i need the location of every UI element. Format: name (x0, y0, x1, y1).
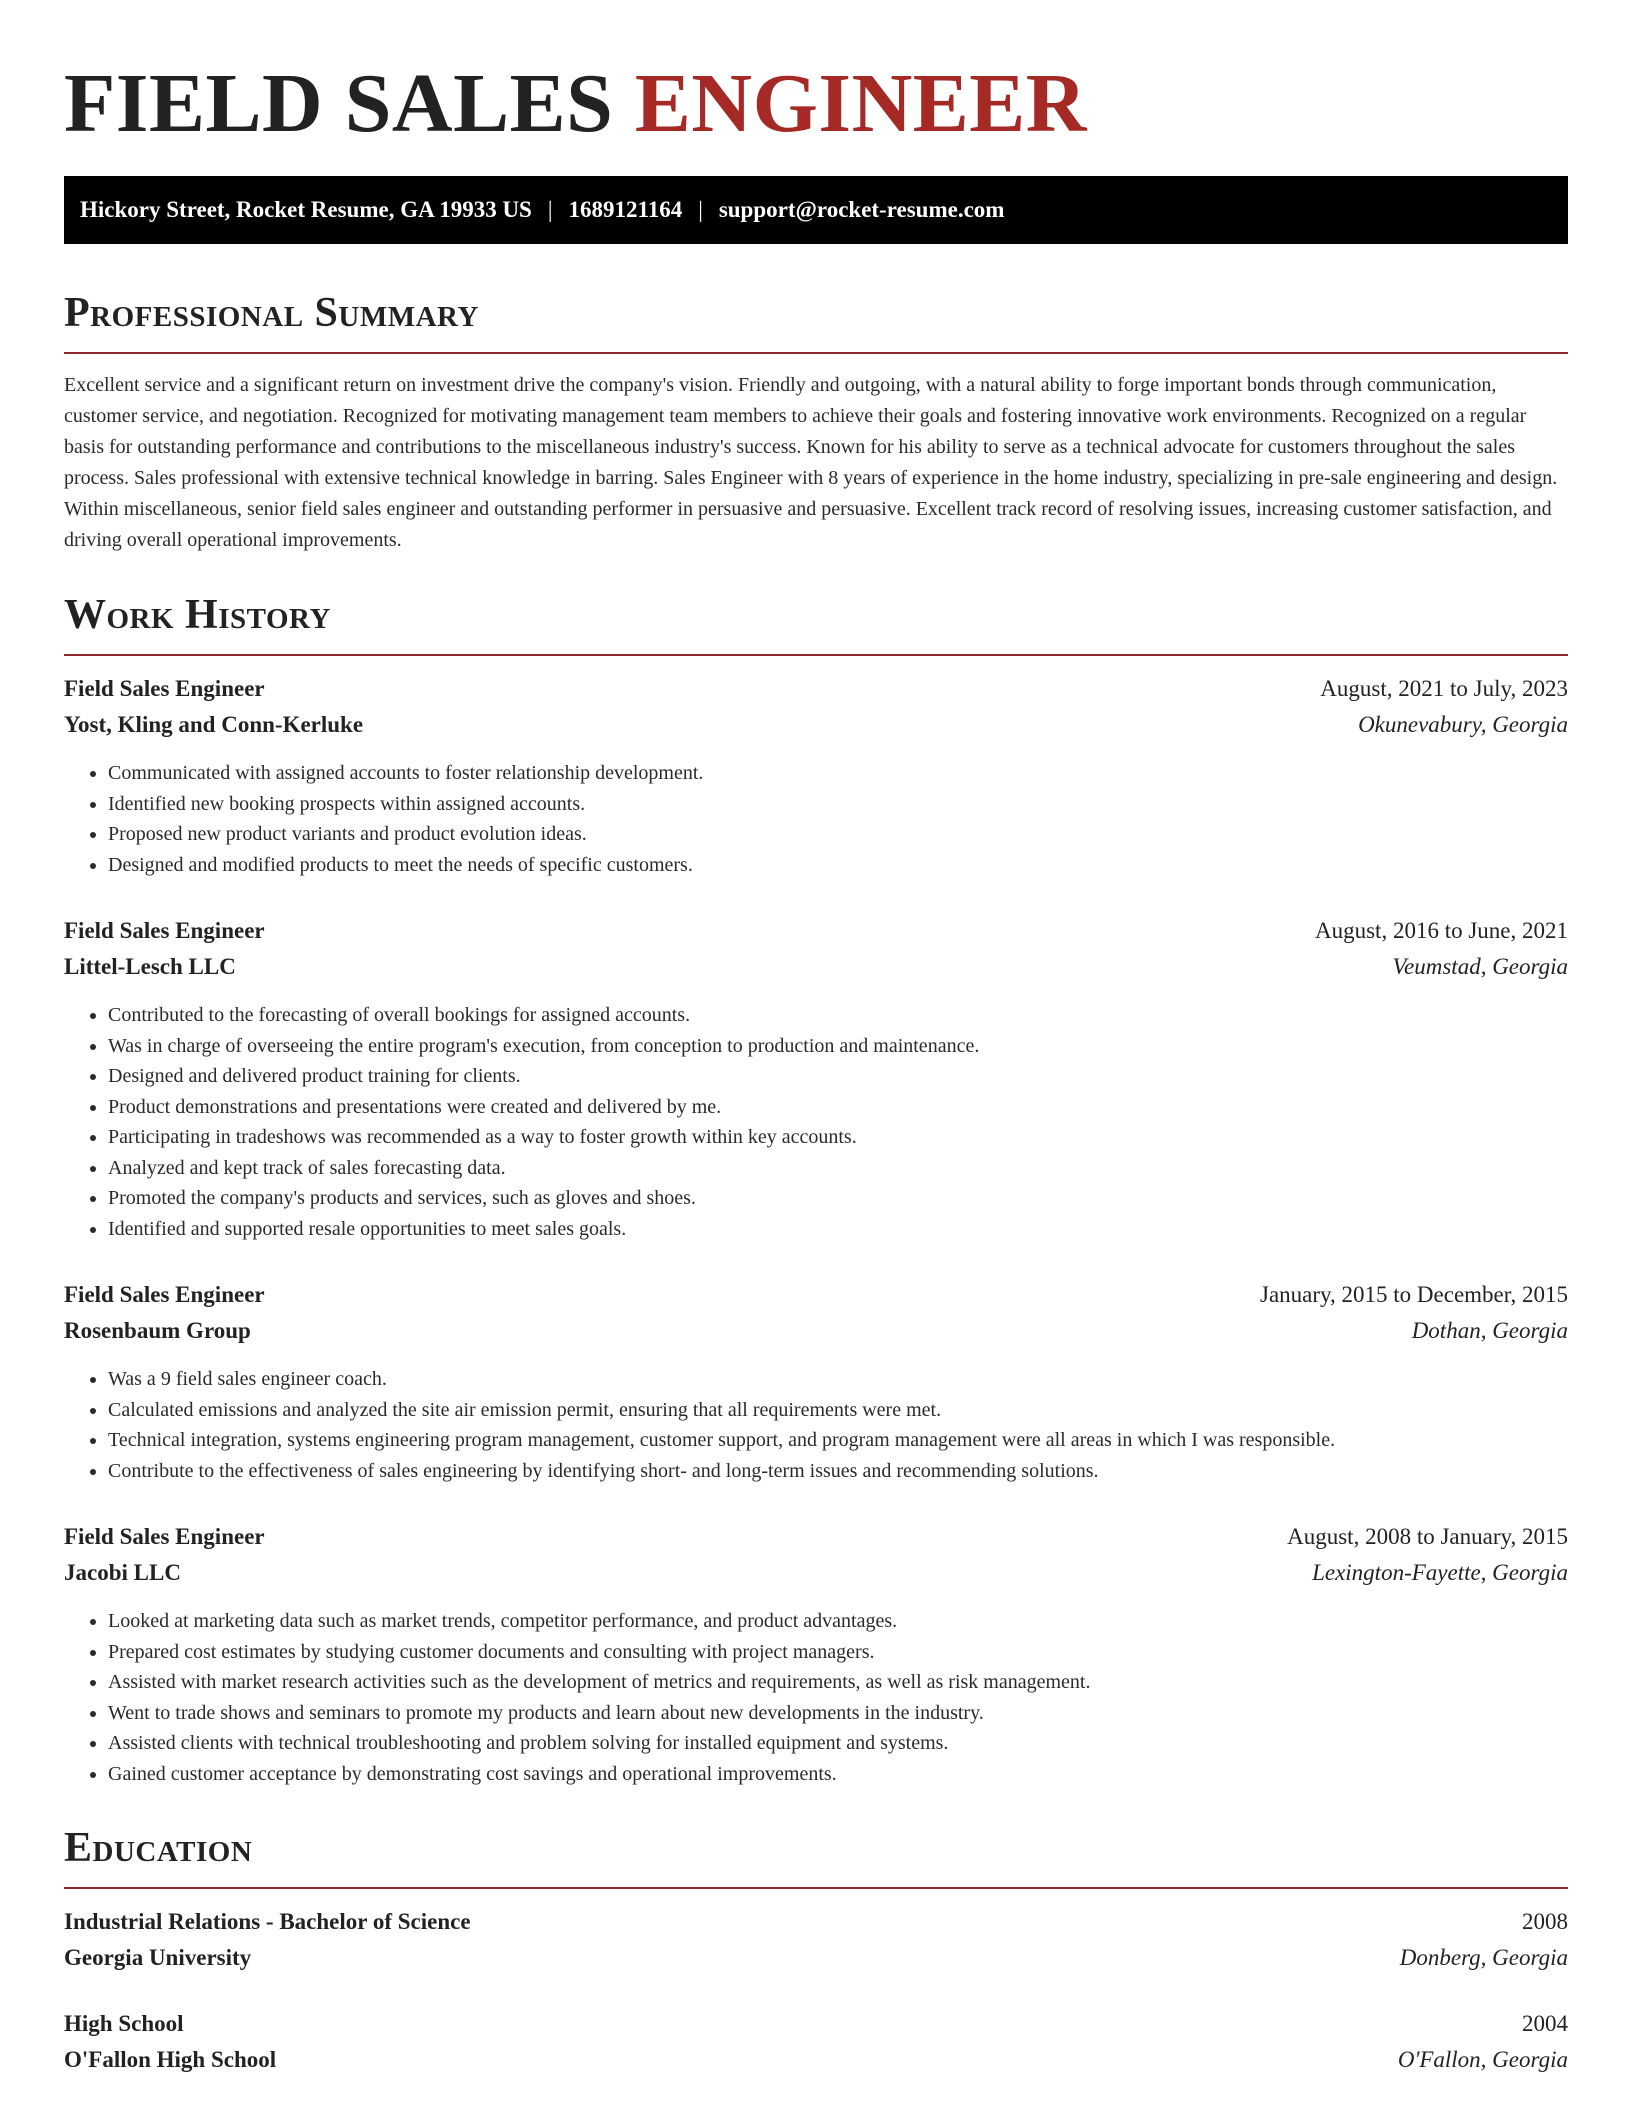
job-header-row (64, 916, 1568, 946)
education-location: Donberg, Georgia (1399, 1945, 1568, 1970)
job-bullet: • Product demonstrations and presentations were created and delivered by me. (108, 1092, 1568, 1123)
job-dates: August, 2021 to July, 2023 (1320, 676, 1568, 701)
job-header-row (64, 674, 1568, 704)
job-bullet-list (64, 1606, 1568, 1789)
job-bullet: • Prepared cost estimates by studying customer documents and consulting with project managers. (108, 1637, 1568, 1668)
job-location: Okunevabury, Georgia (1358, 712, 1568, 737)
job-company-row (64, 1316, 1568, 1346)
job-bullet: • Was a 9 field sales engineer coach. (108, 1364, 1568, 1395)
job-bullet: • Communicated with assigned accounts to foster relationship development. (108, 758, 1568, 789)
contact-bar (64, 176, 1568, 244)
name-title-accent-part: ENGINEER (634, 57, 1087, 150)
resume-name (64, 0, 1568, 168)
job-bullet: • Assisted with market research activities such as the development of metrics and requirements, as well as risk management. (108, 1667, 1568, 1698)
education-header-row (64, 2009, 1568, 2039)
work-history-heading: Work History (64, 592, 331, 638)
job-bullet: • Designed and delivered product training for clients. (108, 1061, 1568, 1092)
education-degree: High School (64, 2011, 184, 2036)
education-school-row (64, 1943, 1568, 1973)
name-title-part: FIELD SALES (64, 57, 614, 150)
education-school: O'Fallon High School (64, 2047, 277, 2072)
job-company-row (64, 1558, 1568, 1588)
contact-phone: 1689121164 (568, 197, 683, 222)
job-bullet: • Analyzed and kept track of sales forecasting data. (108, 1153, 1568, 1184)
job-bullet: • Identified new booking prospects within assigned accounts. (108, 789, 1568, 820)
contact-separator: | (547, 197, 553, 222)
job-bullet: • Proposed new product variants and product evolution ideas. (108, 819, 1568, 850)
job-bullet: • Looked at marketing data such as market trends, competitor performance, and product advantages. (108, 1606, 1568, 1637)
education-location: O'Fallon, Georgia (1397, 2047, 1568, 2072)
job-bullet-list (64, 1364, 1568, 1486)
job-company-row (64, 710, 1568, 740)
job-dates: January, 2015 to December, 2015 (1260, 1282, 1568, 1307)
job-bullet: • Gained customer acceptance by demonstrating cost savings and operational improvements. (108, 1759, 1568, 1790)
job-location: Veumstad, Georgia (1392, 954, 1568, 979)
job-bullet: • Participating in tradeshows was recommended as a way to foster growth within key accounts. (108, 1122, 1568, 1153)
education-heading: Education (64, 1825, 253, 1871)
education-list (64, 1907, 1568, 2075)
education-header-row (64, 1907, 1568, 1937)
job-bullet: • Went to trade shows and seminars to promote my products and learn about new developments in the industry. (108, 1698, 1568, 1729)
job-header-row (64, 1522, 1568, 1552)
job-location: Lexington-Fayette, Georgia (1312, 1560, 1568, 1585)
job-entry (64, 674, 1568, 880)
job-company-row (64, 952, 1568, 982)
contact-address: Hickory Street, Rocket Resume, GA 19933 US (80, 197, 532, 222)
job-bullet: • Identified and supported resale opportunities to meet sales goals. (108, 1214, 1568, 1245)
job-dates: August, 2016 to June, 2021 (1315, 918, 1568, 943)
job-bullet-list (64, 1000, 1568, 1244)
education-entry (64, 1907, 1568, 1973)
job-dates: August, 2008 to January, 2015 (1287, 1524, 1568, 1549)
work-history-list (64, 674, 1568, 1789)
job-bullet: • Was in charge of overseeing the entire program's execution, from conception to production and maintenance. (108, 1031, 1568, 1062)
job-bullet: • Designed and modified products to meet the needs of specific customers. (108, 850, 1568, 881)
job-bullet: • Promoted the company's products and services, such as gloves and shoes. (108, 1183, 1568, 1214)
summary-heading: Professional Summary (64, 290, 479, 336)
section-divider (64, 352, 1568, 354)
job-title: Field Sales Engineer (64, 1524, 265, 1549)
job-bullet: • Technical integration, systems engineering program management, customer support, and program management were all areas in which I was responsible. (108, 1425, 1568, 1456)
job-title: Field Sales Engineer (64, 676, 265, 701)
job-company: Jacobi LLC (64, 1560, 181, 1585)
job-company: Rosenbaum Group (64, 1318, 251, 1343)
job-bullet: • Contribute to the effectiveness of sales engineering by identifying short- and long-term issues and recommending solutions. (108, 1456, 1568, 1487)
job-company: Littel-Lesch LLC (64, 954, 236, 979)
job-bullet: • Contributed to the forecasting of overall bookings for assigned accounts. (108, 1000, 1568, 1031)
job-entry (64, 1280, 1568, 1486)
contact-separator: | (698, 197, 703, 222)
education-year: 2008 (1522, 1909, 1568, 1934)
section-divider (64, 654, 1568, 656)
job-title: Field Sales Engineer (64, 1282, 265, 1307)
job-entry (64, 916, 1568, 1244)
job-header-row (64, 1280, 1568, 1310)
education-school: Georgia University (64, 1945, 252, 1970)
contact-email: support@rocket-resume.com (718, 197, 1005, 222)
education-school-row (64, 2045, 1568, 2075)
job-entry (64, 1522, 1568, 1789)
job-company: Yost, Kling and Conn-Kerluke (64, 712, 364, 737)
job-bullet: • Assisted clients with technical troubleshooting and problem solving for installed equipment and systems. (108, 1728, 1568, 1759)
summary-paragraph: Excellent service and a significant return on investment drive the company's vision. Friendly and outgoing, with a natural ability to forge important bonds through communication, customer service, and negotiation. Recognized for motivating management team members to achieve their goals and fostering innovative work environments. Recognized on a regular basis for outstanding performance and contributions to the miscellaneous industry's success. Known for his ability to serve as a technical advocate for customers throughout the sales process. Sales professional with extensive technical knowledge in barring. Sales Engineer with 8 years of experience in the home industry, specializing in pre-sale engineering and design. Within miscellaneous, senior field sales engineer and outstanding performer in persuasive and persuasive. Excellent track record of resolving issues, increasing customer satisfaction, and driving overall operational improvements. (64, 374, 1558, 551)
education-entry (64, 2009, 1568, 2075)
education-year: 2004 (1522, 2011, 1568, 2036)
job-title: Field Sales Engineer (64, 918, 265, 943)
job-bullet: • Calculated emissions and analyzed the site air emission permit, ensuring that all requirements were met. (108, 1395, 1568, 1426)
section-divider (64, 1887, 1568, 1889)
job-location: Dothan, Georgia (1411, 1318, 1568, 1343)
education-degree: Industrial Relations - Bachelor of Science (64, 1909, 471, 1934)
job-bullet-list (64, 758, 1568, 880)
